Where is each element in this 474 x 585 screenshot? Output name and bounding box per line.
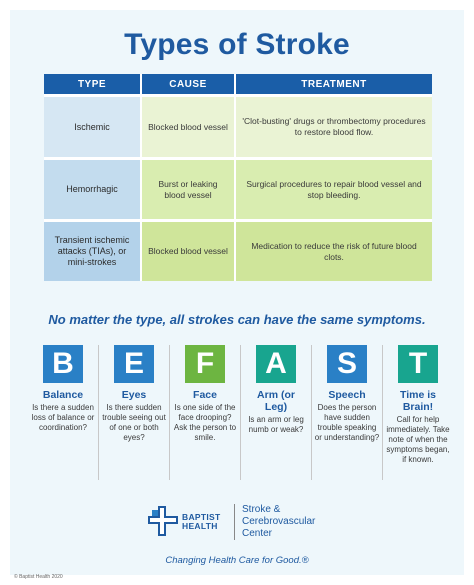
letter-f-badge: F [185,345,225,383]
befast-heading: Time is Brain! [400,389,436,413]
baptist-health-logo [142,500,342,560]
logo-divider [234,504,235,540]
letter-a-badge: A [256,345,296,383]
letter-e-badge: E [114,345,154,383]
table-row [44,94,432,157]
table-row [44,157,432,219]
befast-description: Call for help immediately. Take note of when the symptoms began, if known. [386,415,450,464]
header-cause: CAUSE [142,74,236,94]
befast-heading: Speech [328,389,366,401]
befast-speech [312,345,382,485]
befast-time [383,345,453,485]
letter-b-badge: B [43,345,83,383]
cell-treatment: Medication to reduce the risk of future blood clots. [236,222,432,281]
center-name: Stroke & Cerebrovascular Center [242,504,316,539]
befast-face [170,345,240,485]
page-title: Types of Stroke [124,28,350,61]
baptist-cross-icon [146,504,180,538]
stroke-types-table [44,74,432,281]
header-type: TYPE [44,74,142,94]
header-treatment: TREATMENT [301,78,367,90]
befast-description: Is there a sudden loss of balance or coordination? [31,403,95,432]
letter-s-badge: S [327,345,367,383]
cell-cause: Burst or leaking blood vessel [142,160,236,219]
befast-section [28,345,448,485]
cell-treatment: Surgical procedures to repair blood vessel and stop bleeding. [236,160,432,219]
symptoms-tagline: No matter the type, all strokes can have the same symptoms. [48,312,426,327]
befast-balance [28,345,98,485]
table-row [44,219,432,281]
befast-heading: Arm (or Leg) [257,389,295,413]
befast-description: Is there sudden trouble seeing out of one or both eyes? [102,403,166,442]
befast-description: Is one side of the face drooping? Ask the person to smile. [173,403,237,442]
table-header [44,74,432,94]
copyright: © Baptist Health 2020 [14,574,63,580]
befast-arm [241,345,311,485]
cell-type: Ischemic [44,97,142,157]
befast-description: Is an arm or leg numb or weak? [248,415,304,434]
letter-t-badge: T [398,345,438,383]
cell-treatment: 'Clot-busting' drugs or thrombectomy procedures to restore blood flow. [236,97,432,157]
slogan: Changing Health Care for Good.® [165,555,309,566]
befast-eyes [99,345,169,485]
befast-heading: Balance [42,389,84,401]
cell-cause: Blocked blood vessel [142,222,236,281]
cell-cause: Blocked blood vessel [142,97,236,157]
cell-type: Transient ischemic attacks (TIAs), or mini-strokes [44,222,142,281]
befast-heading: Face [193,389,217,401]
cell-type: Hemorrhagic [44,160,142,219]
logo-name: BAPTIST HEALTH [182,512,221,531]
befast-description: Does the person have sudden trouble speaking or understanding? [314,403,380,442]
befast-heading: Eyes [121,389,147,401]
